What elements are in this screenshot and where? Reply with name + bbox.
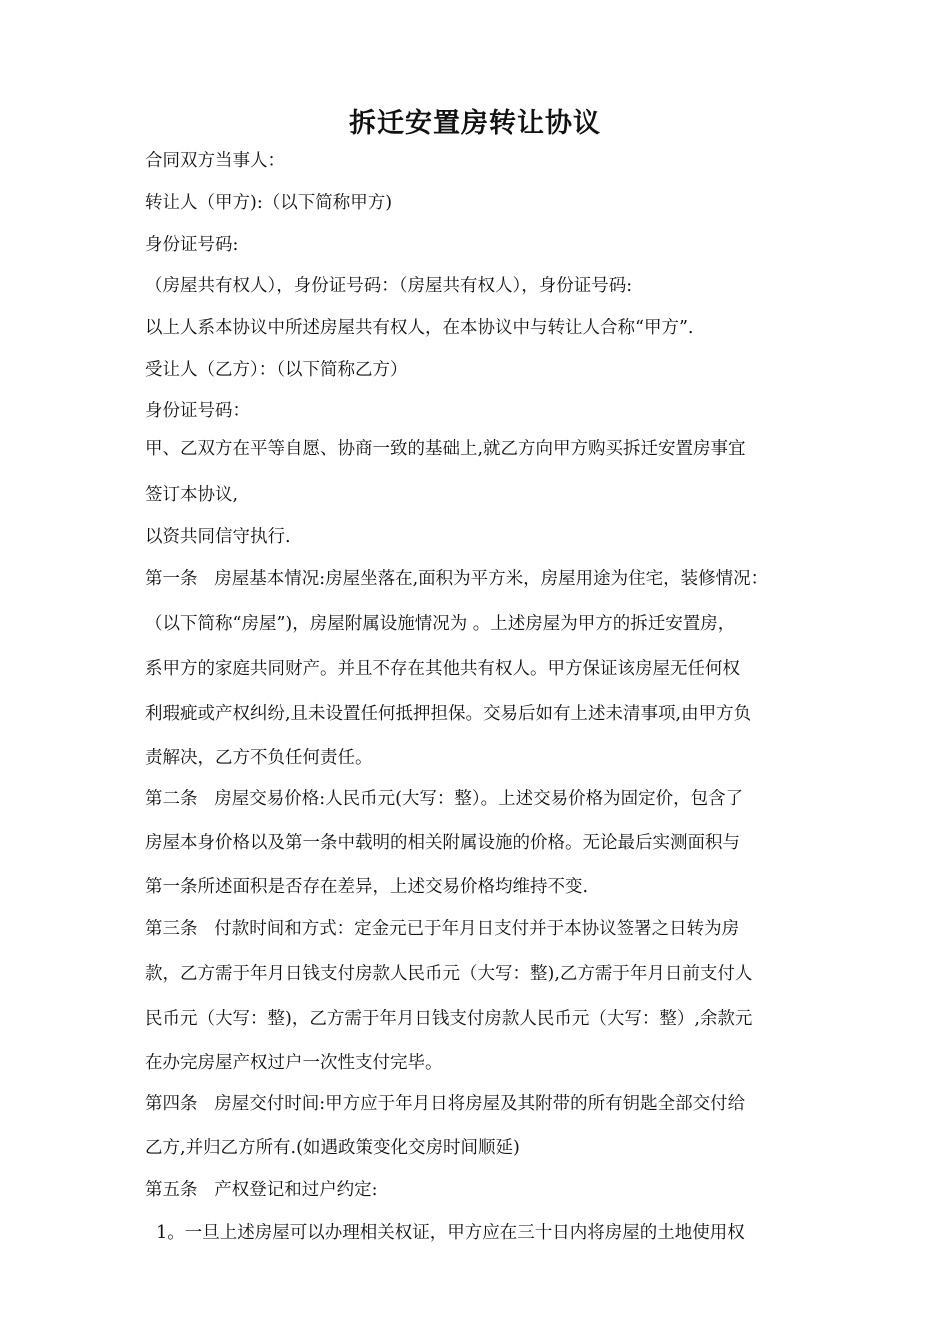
paragraph-line: 以上人系本协议中所述房屋共有权人，在本协议中与转让人合称“甲方”. — [145, 318, 694, 338]
paragraph-line: 利瑕疵或产权纠纷,且未设置任何抵押担保。交易后如有上述未清事项,由甲方负 — [145, 704, 752, 724]
article-heading-line: 第五条 产权登记和过户约定: — [145, 1180, 378, 1200]
article-heading-line: 第二条 房屋交易价格:人民币元(大写：整）。上述交易价格为固定价，包含了 — [145, 789, 744, 809]
paragraph-line: 合同双方当事人： — [145, 151, 285, 171]
list-item-line: 1。一旦上述房屋可以办理相关权证，甲方应在三十日内将房屋的土地使用权 — [145, 1223, 745, 1243]
paragraph-line: 以资共同信守执行. — [145, 527, 291, 547]
paragraph-line: 受让人（乙方）：（以下简称乙方） — [145, 360, 408, 380]
article-heading-line: 第三条 付款时间和方式：定金元已于年月日支付并于本协议签署之日转为房 — [145, 919, 740, 939]
paragraph-line: 第一条所述面积是否存在差异，上述交易价格均维持不变. — [145, 877, 589, 897]
article-heading-line: 第四条 房屋交付时间:甲方应于年月日将房屋及其附带的所有钥匙全部交付给 — [145, 1094, 746, 1114]
paragraph-line: 房屋本身价格以及第一条中载明的相关附属设施的价格。无论最后实测面积与 — [145, 833, 740, 853]
paragraph-line: （房屋共有权人），身份证号码：（房屋共有权人），身份证号码: — [145, 276, 633, 296]
paragraph-line: 身份证号码： — [145, 401, 250, 421]
paragraph-line: 身份证号码: — [145, 235, 239, 255]
article-heading-line: 第一条 房屋基本情况:房屋坐落在,面积为平方米，房屋用途为住宅，装修情况： — [145, 569, 769, 589]
paragraph-line: 甲、乙双方在平等自愿、协商一致的基础上,就乙方向甲方购买拆迁安置房事宜 — [145, 439, 746, 459]
paragraph-line: 在办完房屋产权过户一次性支付完毕。 — [145, 1053, 443, 1073]
paragraph-line: 转让人（甲方):（以下简称甲方) — [145, 193, 393, 213]
paragraph-line: 系甲方的家庭共同财产。并且不存在其他共有权人。甲方保证该房屋无任何权 — [145, 659, 740, 679]
paragraph-line: 责解决，乙方不负任何责任。 — [145, 748, 373, 768]
paragraph-line: 签订本协议, — [145, 485, 239, 505]
paragraph-line: 款，乙方需于年月日钱支付房款人民币元（大写：整),乙方需于年月日前支付人 — [145, 964, 753, 984]
paragraph-line: 民币元（大写：整)，乙方需于年月日钱支付房款人民币元（大写：整）,余款元 — [145, 1009, 753, 1029]
paragraph-line: 乙方,并归乙方所有.(如遇政策变化交房时间顺延) — [145, 1138, 520, 1158]
paragraph-line: （以下简称“房屋”)，房屋附属设施情况为 。上述房屋为甲方的拆迁安置房， — [145, 614, 736, 634]
document-title: 拆迁安置房转让协议 — [349, 108, 601, 139]
